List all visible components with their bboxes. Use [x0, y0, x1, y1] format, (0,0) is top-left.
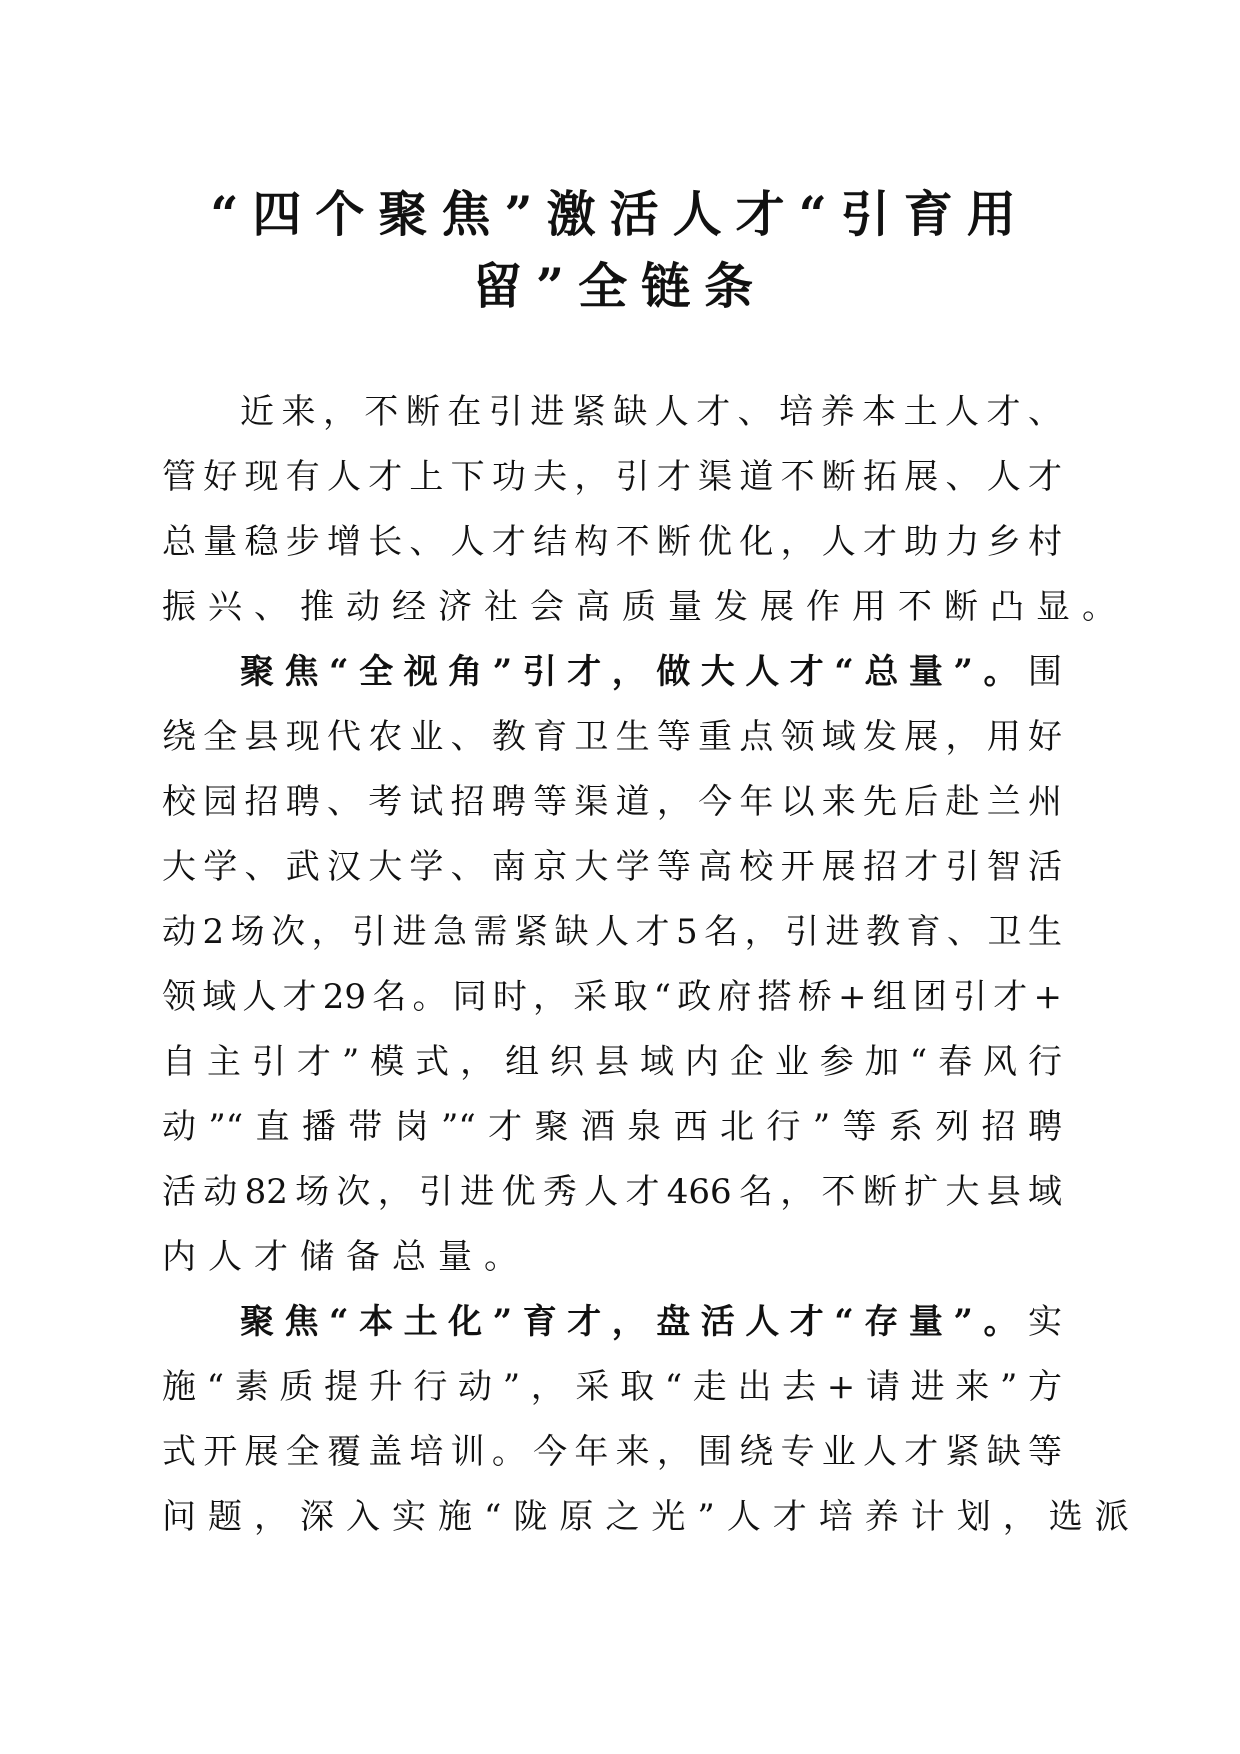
paragraph-line	[162, 770, 1062, 835]
body-text: 近来，不断在引进紧缺人才、培养本土人才、	[240, 392, 1062, 432]
body-text: 自主引才”模式，组织县域内企业参加“春风行	[162, 1042, 1062, 1082]
paragraph-line	[162, 1095, 1062, 1160]
body-text: 校园招聘、考试招聘等渠道，今年以来先后赴兰州	[162, 782, 1062, 822]
body-text: 内人才储备总量。	[162, 1237, 530, 1277]
paragraph-line	[162, 1420, 1062, 1485]
paragraph-line	[162, 1485, 1141, 1550]
body-text: 实	[1028, 1302, 1062, 1342]
paragraph-line	[162, 835, 1062, 900]
paragraph-first-line	[162, 640, 1062, 705]
paragraph-line	[162, 445, 1062, 510]
paragraph-line	[162, 1355, 1062, 1420]
paragraph-first-line	[162, 1290, 1062, 1355]
paragraph-line	[162, 965, 1062, 1030]
title-line: “四个聚焦”激活人才“引育用	[210, 185, 1030, 243]
bold-lead-heading: 聚焦“本土化”育才，盘活人才“存量”。	[240, 1302, 1028, 1342]
document-title	[160, 178, 1080, 322]
paragraph-line	[162, 575, 1128, 640]
paragraph-line	[162, 1225, 1062, 1290]
paragraph-line	[162, 1160, 1062, 1225]
paragraph-line	[162, 900, 1062, 965]
body-text: 大学、武汉大学、南京大学等高校开展招才引智活	[162, 847, 1062, 887]
bold-lead-heading: 聚焦“全视角”引才，做大人才“总量”。	[240, 652, 1028, 692]
body-text: 活动82场次，引进优秀人才466名，不断扩大县域	[162, 1172, 1062, 1212]
body-text: 绕全县现代农业、教育卫生等重点领域发展，用好	[162, 717, 1062, 757]
body-text: 领域人才29名。同时，采取“政府搭桥+组团引才+	[162, 977, 1062, 1017]
paragraph	[162, 1290, 1141, 1550]
body-text: 振兴、推动经济社会高质量发展作用不断凸显。	[162, 587, 1128, 627]
body-text: 管好现有人才上下功夫，引才渠道不断拓展、人才	[162, 457, 1062, 497]
body-text: 围	[1028, 652, 1062, 692]
paragraph-line	[162, 705, 1062, 770]
paragraph-line	[162, 1030, 1062, 1095]
title-line: 留”全链条	[472, 257, 768, 315]
document-body	[162, 380, 1141, 1550]
body-text: 式开展全覆盖培训。今年来，围绕专业人才紧缺等	[162, 1432, 1062, 1472]
body-text: 动2场次，引进急需紧缺人才5名，引进教育、卫生	[162, 912, 1062, 952]
body-text: 总量稳步增长、人才结构不断优化，人才助力乡村	[162, 522, 1062, 562]
paragraph	[162, 380, 1128, 640]
body-text: 动”“直播带岗”“才聚酒泉西北行”等系列招聘	[162, 1107, 1062, 1147]
paragraph	[162, 640, 1062, 1290]
paragraph-line	[162, 510, 1062, 575]
body-text: 施“素质提升行动”，采取“走出去+请进来”方	[162, 1367, 1062, 1407]
body-text: 问题，深入实施“陇原之光”人才培养计划，选派	[162, 1497, 1141, 1537]
paragraph-first-line	[162, 380, 1062, 445]
